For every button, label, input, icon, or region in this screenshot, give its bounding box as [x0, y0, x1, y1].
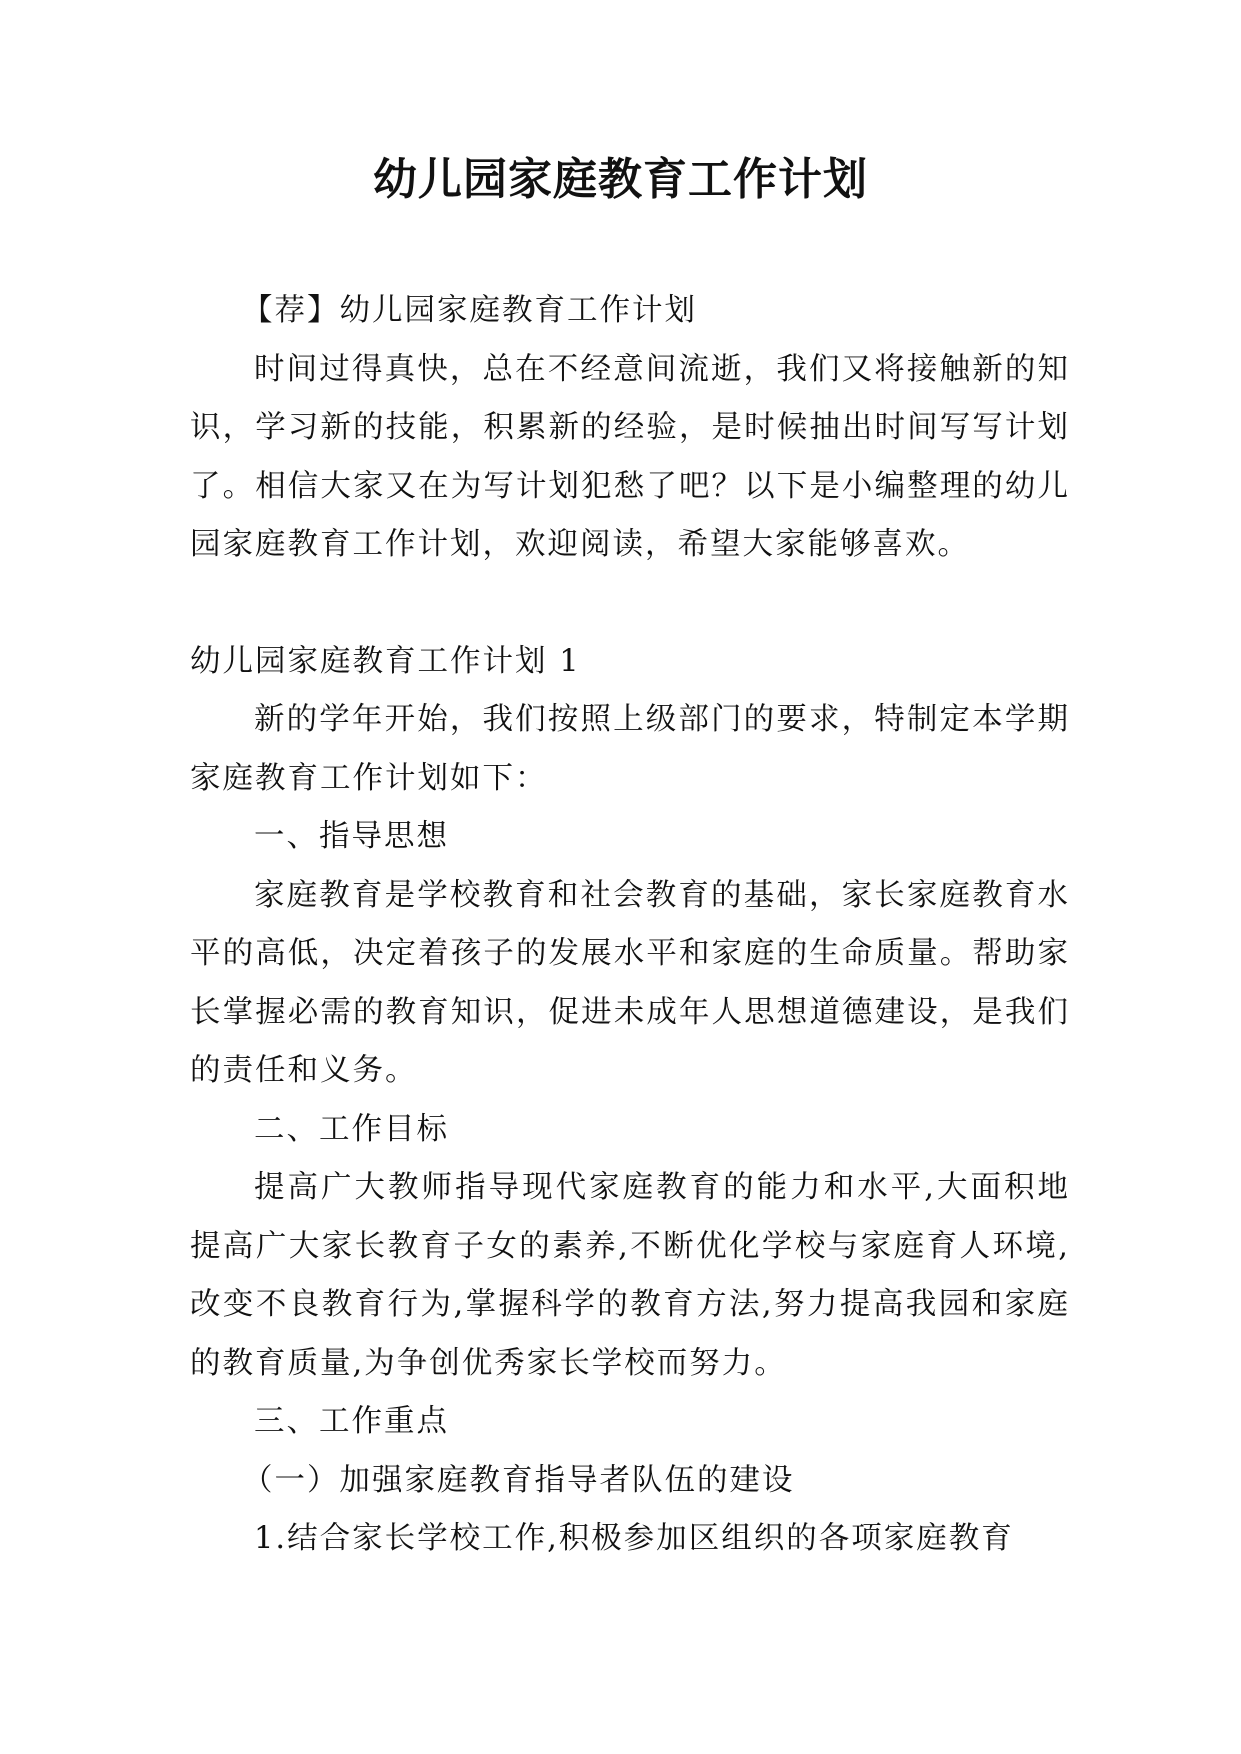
section-heading: 幼儿园家庭教育工作计划 1	[190, 643, 581, 679]
spacer	[190, 575, 1070, 633]
subheading: 二、工作目标	[254, 1111, 449, 1147]
recommend-line: 【荐】幼儿园家庭教育工作计划	[242, 293, 697, 328]
document-body	[190, 282, 1070, 1569]
subheading: 三、工作重点	[254, 1404, 449, 1439]
paragraph: 新的学年开始，我们按照上级部门的要求，特制定本学期家庭教育工作计划如下：	[190, 702, 1070, 796]
paragraph: 1.结合家长学校工作,积极参加区组织的各项家庭教育	[254, 1521, 1014, 1556]
paragraph: 提高广大教师指导现代家庭教育的能力和水平,大面积地提高广大家长教育子女的素养,不断优化学校与家庭育人环境,改变不良教育行为,掌握科学的教育方法,努力提高我园和家庭的教育质量,为争创优秀家长学校而努力。	[190, 1170, 1070, 1381]
document-title: 幼儿园家庭教育工作计划	[373, 154, 868, 205]
intro-paragraph: 时间过得真快，总在不经意间流逝，我们又将接触新的知识，学习新的技能，积累新的经验，是时候抽出时间写写计划了。相信大家又在为写计划犯愁了吧？以下是小编整理的幼儿园家庭教育工作计划，欢迎阅读，希望大家能够喜欢。	[190, 351, 1070, 562]
subheading: （一）加强家庭教育指导者队伍的建设	[242, 1462, 795, 1498]
subheading: 一、指导思想	[254, 819, 449, 854]
paragraph: 家庭教育是学校教育和社会教育的基础，家长家庭教育水平的高低，决定着孩子的发展水平和家庭的生命质量。帮助家长掌握必需的教育知识，促进未成年人思想道德建设，是我们的责任和义务。	[190, 877, 1070, 1088]
